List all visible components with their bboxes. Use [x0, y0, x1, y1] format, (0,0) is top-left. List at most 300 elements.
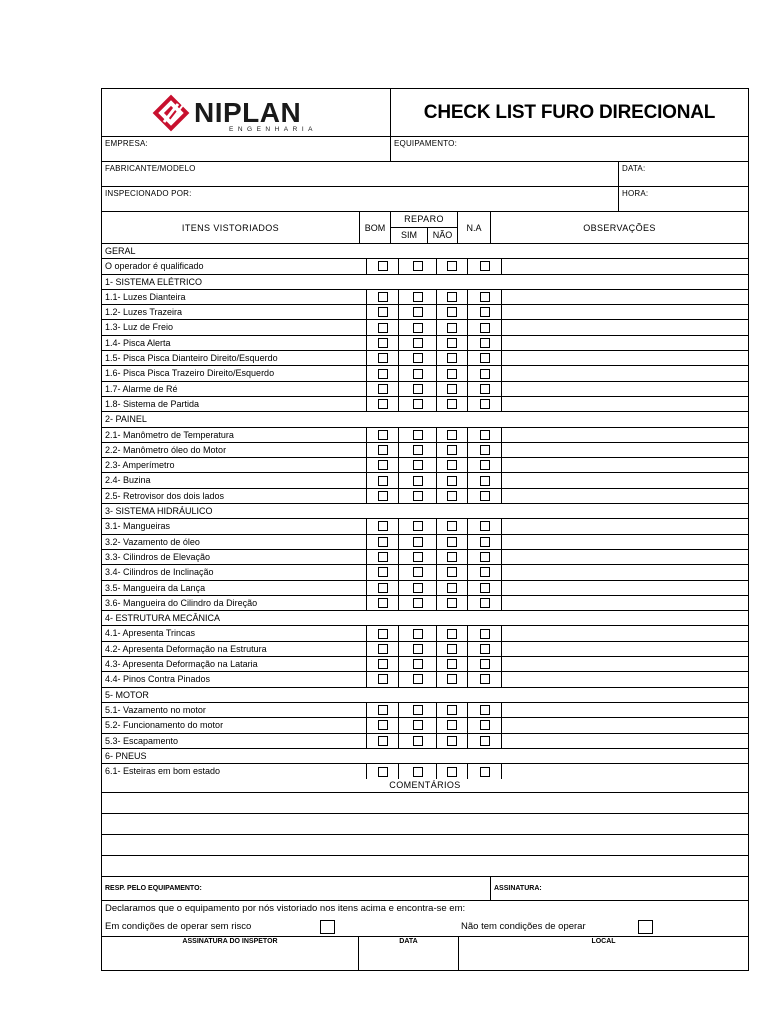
- observation-cell[interactable]: [502, 259, 748, 273]
- checkbox-nao[interactable]: [447, 659, 457, 669]
- cell-sim: [399, 320, 437, 334]
- item-label: 1.8- Sistema de Partida: [102, 397, 367, 411]
- checkbox-bom[interactable]: [378, 445, 388, 455]
- cell-sim: [399, 458, 437, 472]
- cell-bom: [367, 290, 399, 304]
- checkbox-na[interactable]: [480, 767, 490, 777]
- checkbox-sim[interactable]: [413, 644, 423, 654]
- checkbox-sim[interactable]: [413, 552, 423, 562]
- observation-cell[interactable]: [502, 320, 748, 334]
- cell-sim: [399, 366, 437, 380]
- checkbox-nao[interactable]: [447, 460, 457, 470]
- checkbox-bom[interactable]: [378, 659, 388, 669]
- checkbox-nao[interactable]: [447, 644, 457, 654]
- checkbox-na[interactable]: [480, 567, 490, 577]
- item-label: 2.1- Manômetro de Temperatura: [102, 428, 367, 442]
- section-header: [102, 504, 748, 519]
- checkbox-sim[interactable]: [413, 674, 423, 684]
- observation-cell[interactable]: [502, 489, 748, 503]
- cell-nao: [437, 428, 468, 442]
- checkbox-bom[interactable]: [378, 384, 388, 394]
- checkbox-sim[interactable]: [413, 460, 423, 470]
- cell-nao: [437, 718, 468, 732]
- data-field[interactable]: DATA:: [622, 164, 646, 173]
- checkbox-nao[interactable]: [447, 552, 457, 562]
- cell-nao: [437, 489, 468, 503]
- sig-local-field[interactable]: LOCAL: [591, 938, 616, 946]
- observation-cell[interactable]: [502, 351, 748, 365]
- checkbox-nao[interactable]: [447, 598, 457, 608]
- cell-bom: [367, 397, 399, 411]
- hora-field[interactable]: HORA:: [622, 189, 649, 198]
- cell-sim: [399, 351, 437, 365]
- checkbox-sim[interactable]: [413, 307, 423, 317]
- cell-na: [468, 336, 502, 350]
- cell-sim: [399, 259, 437, 273]
- item-label: 5.2- Funcionamento do motor: [102, 718, 367, 732]
- checkbox-bom[interactable]: [378, 567, 388, 577]
- declaration-block: [102, 901, 748, 937]
- checkbox-sim[interactable]: [413, 491, 423, 501]
- cell-bom: [367, 382, 399, 396]
- checkbox-nao[interactable]: [447, 767, 457, 777]
- checkbox-nao[interactable]: [447, 521, 457, 531]
- cell-nao: [437, 397, 468, 411]
- checkbox-nao[interactable]: [447, 674, 457, 684]
- observation-cell[interactable]: [502, 535, 748, 549]
- checkbox-sim[interactable]: [413, 430, 423, 440]
- cell-bom: [367, 581, 399, 595]
- checkbox-nao[interactable]: [447, 399, 457, 409]
- section-title: 1- SISTEMA ELÉTRICO: [105, 276, 203, 287]
- inspecionado-field[interactable]: INSPECIONADO POR:: [102, 187, 619, 211]
- item-label: 1.5- Pisca Pisca Dianteiro Direito/Esquerdo: [102, 351, 367, 365]
- cell-bom: [367, 565, 399, 579]
- sig-inspetor-field[interactable]: ASSINATURA DO INSPETOR: [102, 937, 359, 970]
- checkbox-bom[interactable]: [378, 598, 388, 608]
- cell-na: [468, 657, 502, 671]
- checkbox-bom[interactable]: [378, 323, 388, 333]
- checkbox-nao[interactable]: [447, 476, 457, 486]
- checkbox-nao[interactable]: [447, 720, 457, 730]
- brand-name: NIPLAN: [194, 96, 302, 128]
- checkbox-sim[interactable]: [413, 705, 423, 715]
- checkbox-nao[interactable]: [447, 307, 457, 317]
- section-header: [102, 749, 748, 764]
- equipamento-field[interactable]: EQUIPAMENTO:: [394, 139, 458, 148]
- resp-field[interactable]: RESP. PELO EQUIPAMENTO:: [102, 877, 491, 900]
- section-title: GERAL: [105, 246, 136, 256]
- cell-bom: [367, 305, 399, 319]
- checkbox-bom[interactable]: [378, 261, 388, 271]
- checkbox-bom[interactable]: [378, 537, 388, 547]
- cell-nao: [437, 473, 468, 487]
- cell-nao: [437, 320, 468, 334]
- observation-cell[interactable]: [502, 764, 748, 779]
- cell-sim: [399, 734, 437, 748]
- cell-na: [468, 473, 502, 487]
- observation-cell[interactable]: [502, 305, 748, 319]
- col-reparo: [391, 212, 458, 243]
- checkbox-bom[interactable]: [378, 399, 388, 409]
- comments-title-row: [102, 779, 748, 793]
- cell-na: [468, 718, 502, 732]
- checkbox-bom[interactable]: [378, 720, 388, 730]
- checkbox-bom[interactable]: [378, 460, 388, 470]
- checklist-row: [102, 320, 748, 335]
- brand-subtitle: ENGENHARIA: [229, 125, 317, 133]
- checkbox-bom[interactable]: [378, 644, 388, 654]
- checkbox-nao[interactable]: [447, 261, 457, 271]
- checkbox-bom[interactable]: [378, 552, 388, 562]
- checkbox-nao[interactable]: [447, 705, 457, 715]
- cell-sim: [399, 626, 437, 640]
- option-no-checkbox[interactable]: [638, 920, 653, 934]
- item-label: 5.3- Escapamento: [102, 734, 367, 748]
- checkbox-na[interactable]: [480, 323, 490, 333]
- cell-nao: [437, 657, 468, 671]
- observation-cell[interactable]: [502, 565, 748, 579]
- cell-sim: [399, 382, 437, 396]
- checkbox-sim[interactable]: [413, 767, 423, 777]
- cell-nao: [437, 581, 468, 595]
- cell-bom: [367, 351, 399, 365]
- section-header: [102, 244, 748, 259]
- comment-line[interactable]: [102, 856, 748, 877]
- inspecionado-row: [102, 187, 748, 212]
- checklist-row: [102, 259, 748, 274]
- cell-sim: [399, 336, 437, 350]
- checkbox-na[interactable]: [480, 384, 490, 394]
- checklist-row: [102, 626, 748, 641]
- checklist-row: [102, 581, 748, 596]
- checklist-row: [102, 489, 748, 504]
- checkbox-nao[interactable]: [447, 445, 457, 455]
- item-label: 3.6- Mangueira do Cilindro da Direção: [102, 596, 367, 610]
- checklist-row: [102, 351, 748, 366]
- cell-na: [468, 734, 502, 748]
- cell-nao: [437, 626, 468, 640]
- cell-bom: [367, 550, 399, 564]
- cell-nao: [437, 734, 468, 748]
- section-title: 3- SISTEMA HIDRÁULICO: [105, 506, 213, 517]
- checkbox-sim[interactable]: [413, 353, 423, 363]
- checkbox-bom[interactable]: [378, 307, 388, 317]
- observation-cell[interactable]: [502, 657, 748, 671]
- checkbox-bom[interactable]: [378, 736, 388, 746]
- item-label: 1.7- Alarme de Ré: [102, 382, 367, 396]
- checkbox-nao[interactable]: [447, 369, 457, 379]
- checkbox-nao[interactable]: [447, 292, 457, 302]
- checkbox-sim[interactable]: [413, 399, 423, 409]
- checklist-row: [102, 428, 748, 443]
- checkbox-sim[interactable]: [413, 598, 423, 608]
- checkbox-na[interactable]: [480, 629, 490, 639]
- cell-bom: [367, 535, 399, 549]
- cell-sim: [399, 550, 437, 564]
- option-ok-label: Em condições de operar sem risco: [105, 921, 252, 933]
- observation-cell[interactable]: [502, 397, 748, 411]
- cell-nao: [437, 565, 468, 579]
- checkbox-nao[interactable]: [447, 629, 457, 639]
- checkbox-nao[interactable]: [447, 323, 457, 333]
- item-label: 1.3- Luz de Freio: [102, 320, 367, 334]
- item-label: 1.1- Luzes Dianteira: [102, 290, 367, 304]
- checkbox-na[interactable]: [480, 307, 490, 317]
- checkbox-na[interactable]: [480, 521, 490, 531]
- section-title: 6- PNEUS: [105, 750, 147, 761]
- checkbox-sim[interactable]: [413, 323, 423, 333]
- cell-bom: [367, 458, 399, 472]
- checklist-row: [102, 642, 748, 657]
- observation-cell[interactable]: [502, 703, 748, 717]
- checkbox-bom[interactable]: [378, 353, 388, 363]
- form-header: [102, 89, 748, 137]
- checkbox-sim[interactable]: [413, 521, 423, 531]
- checkbox-na[interactable]: [480, 720, 490, 730]
- checkbox-na[interactable]: [480, 353, 490, 363]
- empresa-field[interactable]: EMPRESA:: [102, 137, 391, 161]
- assinatura-field[interactable]: ASSINATURA:: [494, 885, 542, 893]
- cell-na: [468, 428, 502, 442]
- checklist-row: [102, 672, 748, 687]
- option-ok-checkbox[interactable]: [320, 920, 335, 934]
- observation-cell[interactable]: [502, 458, 748, 472]
- company-logo: [102, 89, 391, 136]
- item-label: 6.1- Esteiras em bom estado: [102, 764, 367, 779]
- cell-sim: [399, 581, 437, 595]
- checkbox-nao[interactable]: [447, 583, 457, 593]
- checkbox-sim[interactable]: [413, 567, 423, 577]
- cell-na: [468, 672, 502, 686]
- comment-line[interactable]: [102, 793, 748, 814]
- cell-sim: [399, 565, 437, 579]
- checkbox-nao[interactable]: [447, 537, 457, 547]
- checkbox-na[interactable]: [480, 369, 490, 379]
- checkbox-na[interactable]: [480, 705, 490, 715]
- checkbox-bom[interactable]: [378, 369, 388, 379]
- checkbox-sim[interactable]: [413, 736, 423, 746]
- checkbox-na[interactable]: [480, 552, 490, 562]
- checkbox-sim[interactable]: [413, 445, 423, 455]
- comment-line[interactable]: [102, 835, 748, 856]
- checkbox-na[interactable]: [480, 537, 490, 547]
- item-label: 3.1- Mangueiras: [102, 519, 367, 533]
- cell-na: [468, 596, 502, 610]
- cell-na: [468, 581, 502, 595]
- cell-sim: [399, 428, 437, 442]
- cell-na: [468, 642, 502, 656]
- comments-title: COMENTÁRIOS: [389, 780, 461, 791]
- declaration-text: Declaramos que o equipamento por nós vistoriado nos itens acima e encontra-se em:: [105, 903, 466, 915]
- fabricante-field[interactable]: FABRICANTE/MODELO: [102, 162, 619, 186]
- cell-na: [468, 305, 502, 319]
- cell-na: [468, 550, 502, 564]
- resp-row: [102, 877, 748, 901]
- checklist-row: [102, 366, 748, 381]
- checkbox-bom[interactable]: [378, 491, 388, 501]
- checkbox-nao[interactable]: [447, 338, 457, 348]
- observation-cell[interactable]: [502, 626, 748, 640]
- cell-bom: [367, 672, 399, 686]
- observation-cell[interactable]: [502, 550, 748, 564]
- page-title: CHECK LIST FURO DIRECIONAL: [423, 101, 716, 123]
- cell-na: [468, 626, 502, 640]
- cell-na: [468, 259, 502, 273]
- checkbox-nao[interactable]: [447, 491, 457, 501]
- section-header: [102, 688, 748, 703]
- cell-na: [468, 382, 502, 396]
- observation-cell[interactable]: [502, 718, 748, 732]
- checkbox-na[interactable]: [480, 399, 490, 409]
- item-label: 3.3- Cilindros de Elevação: [102, 550, 367, 564]
- cell-nao: [437, 535, 468, 549]
- checkbox-bom[interactable]: [378, 292, 388, 302]
- checkbox-sim[interactable]: [413, 659, 423, 669]
- checkbox-sim[interactable]: [413, 583, 423, 593]
- checkbox-na[interactable]: [480, 338, 490, 348]
- observation-cell[interactable]: [502, 642, 748, 656]
- cell-na: [468, 366, 502, 380]
- checkbox-na[interactable]: [480, 476, 490, 486]
- observation-cell[interactable]: [502, 382, 748, 396]
- checkbox-sim[interactable]: [413, 369, 423, 379]
- checkbox-nao[interactable]: [447, 384, 457, 394]
- checkbox-sim[interactable]: [413, 537, 423, 547]
- comment-line[interactable]: [102, 814, 748, 835]
- cell-nao: [437, 305, 468, 319]
- checklist-row: [102, 458, 748, 473]
- cell-na: [468, 565, 502, 579]
- col-observacoes: OBSERVAÇÕES: [583, 222, 656, 233]
- cell-nao: [437, 351, 468, 365]
- checkbox-sim[interactable]: [413, 338, 423, 348]
- checkbox-na[interactable]: [480, 674, 490, 684]
- checkbox-bom[interactable]: [378, 583, 388, 593]
- item-label: 4.2- Apresenta Deformação na Estrutura: [102, 642, 367, 656]
- checklist-row: [102, 657, 748, 672]
- checkbox-sim[interactable]: [413, 720, 423, 730]
- col-bom: BOM: [360, 212, 391, 243]
- cell-bom: [367, 657, 399, 671]
- checkbox-sim[interactable]: [413, 629, 423, 639]
- checkbox-na[interactable]: [480, 583, 490, 593]
- cell-sim: [399, 290, 437, 304]
- observation-cell[interactable]: [502, 366, 748, 380]
- fabricante-row: [102, 162, 748, 187]
- checkbox-na[interactable]: [480, 659, 490, 669]
- cell-nao: [437, 550, 468, 564]
- item-label: 4.4- Pinos Contra Pinados: [102, 672, 367, 686]
- cell-sim: [399, 305, 437, 319]
- checkbox-bom[interactable]: [378, 767, 388, 777]
- item-label: 1.2- Luzes Trazeira: [102, 305, 367, 319]
- checkbox-sim[interactable]: [413, 261, 423, 271]
- cell-nao: [437, 382, 468, 396]
- checkbox-nao[interactable]: [447, 353, 457, 363]
- cell-na: [468, 535, 502, 549]
- cell-bom: [367, 703, 399, 717]
- checklist-row: [102, 550, 748, 565]
- checkbox-na[interactable]: [480, 491, 490, 501]
- checkbox-na[interactable]: [480, 292, 490, 302]
- cell-nao: [437, 259, 468, 273]
- observation-cell[interactable]: [502, 428, 748, 442]
- option-no-label: Não tem condições de operar: [461, 921, 586, 933]
- cell-sim: [399, 443, 437, 457]
- checklist-row: [102, 718, 748, 733]
- checkbox-sim[interactable]: [413, 384, 423, 394]
- checklist-row: [102, 764, 748, 779]
- checkbox-bom[interactable]: [378, 521, 388, 531]
- checkbox-bom[interactable]: [378, 476, 388, 486]
- cell-na: [468, 443, 502, 457]
- observation-cell[interactable]: [502, 473, 748, 487]
- observation-cell[interactable]: [502, 581, 748, 595]
- checkbox-bom[interactable]: [378, 705, 388, 715]
- checkbox-nao[interactable]: [447, 430, 457, 440]
- cell-nao: [437, 366, 468, 380]
- item-label: 1.6- Pisca Pisca Trazeiro Direito/Esquerdo: [102, 366, 367, 380]
- checkbox-bom[interactable]: [378, 338, 388, 348]
- observation-cell[interactable]: [502, 519, 748, 533]
- checkbox-nao[interactable]: [447, 736, 457, 746]
- checkbox-na[interactable]: [480, 736, 490, 746]
- col-reparo-label: REPARO: [391, 212, 457, 228]
- observation-cell[interactable]: [502, 672, 748, 686]
- cell-bom: [367, 320, 399, 334]
- checkbox-na[interactable]: [480, 644, 490, 654]
- observation-cell[interactable]: [502, 290, 748, 304]
- item-label: 3.4- Cilindros de Inclinação: [102, 565, 367, 579]
- item-label: 2.4- Buzina: [102, 473, 367, 487]
- item-label: 4.1- Apresenta Trincas: [102, 626, 367, 640]
- checkbox-sim[interactable]: [413, 292, 423, 302]
- cell-na: [468, 320, 502, 334]
- cell-nao: [437, 458, 468, 472]
- checklist-row: [102, 290, 748, 305]
- checkbox-na[interactable]: [480, 430, 490, 440]
- checkbox-na[interactable]: [480, 445, 490, 455]
- sig-data-field[interactable]: DATA: [359, 937, 459, 970]
- cell-na: [468, 519, 502, 533]
- observation-cell[interactable]: [502, 443, 748, 457]
- cell-nao: [437, 672, 468, 686]
- checkbox-bom[interactable]: [378, 674, 388, 684]
- cell-bom: [367, 519, 399, 533]
- observation-cell[interactable]: [502, 596, 748, 610]
- cell-bom: [367, 734, 399, 748]
- checkbox-na[interactable]: [480, 598, 490, 608]
- cell-sim: [399, 764, 437, 779]
- checklist-row: [102, 443, 748, 458]
- checklist-row: [102, 596, 748, 611]
- checkbox-sim[interactable]: [413, 476, 423, 486]
- observation-cell[interactable]: [502, 336, 748, 350]
- section-header: [102, 275, 748, 290]
- checkbox-nao[interactable]: [447, 567, 457, 577]
- checklist-row: [102, 382, 748, 397]
- checkbox-bom[interactable]: [378, 430, 388, 440]
- checkbox-bom[interactable]: [378, 629, 388, 639]
- observation-cell[interactable]: [502, 734, 748, 748]
- checklist-row: [102, 703, 748, 718]
- checkbox-na[interactable]: [480, 460, 490, 470]
- cell-nao: [437, 703, 468, 717]
- item-label: 1.4- Pisca Alerta: [102, 336, 367, 350]
- checkbox-na[interactable]: [480, 261, 490, 271]
- checklist-row: [102, 473, 748, 488]
